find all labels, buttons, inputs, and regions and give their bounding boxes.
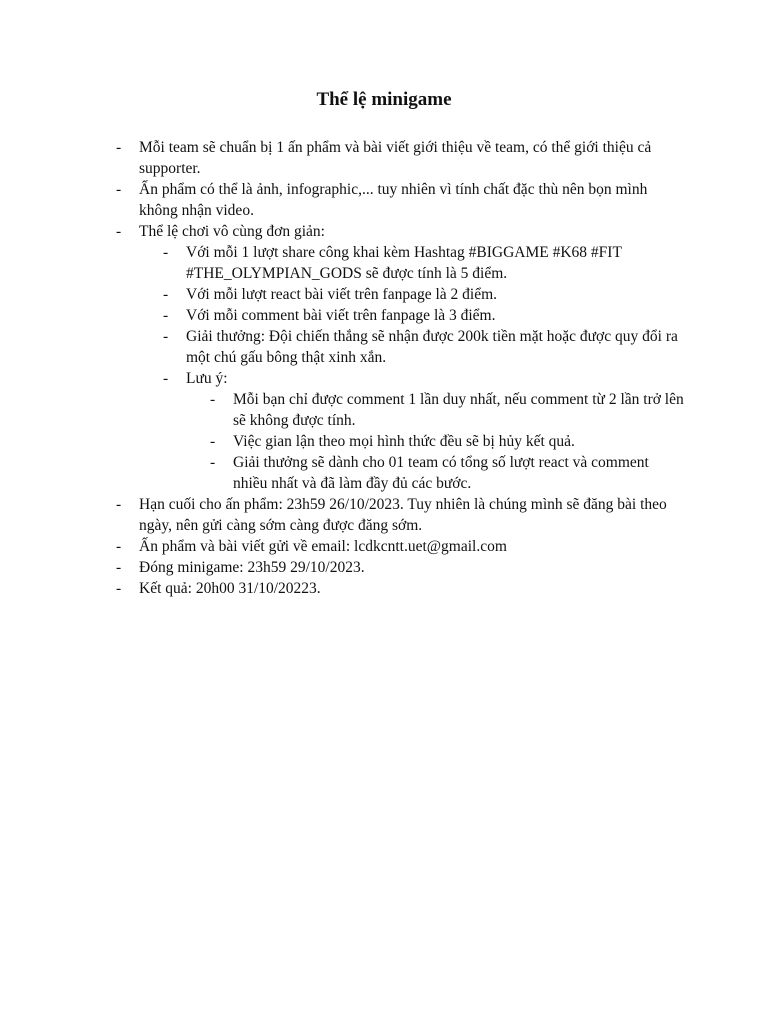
list-item-text: - Ấn phẩm có thể là ảnh, infographic,... tuy nhiên vì tính chất đặc thù nên bọn mình không nhận video. bbox=[139, 181, 648, 219]
list-item bbox=[114, 557, 684, 578]
sub-list-item-text: - Lưu ý: bbox=[186, 370, 228, 387]
sub-list-item-text: - Với mỗi comment bài viết trên fanpage là 3 điểm. bbox=[186, 307, 496, 324]
list-item-text: - Đóng minigame: 23h59 29/10/2023. bbox=[139, 559, 365, 576]
list-item bbox=[114, 179, 684, 221]
note-list-item-text: - Mỗi bạn chỉ được comment 1 lần duy nhất, nếu comment từ 2 lần trở lên sẽ không được tính. bbox=[233, 391, 684, 429]
sub-list-item bbox=[161, 284, 684, 305]
list-item bbox=[114, 221, 684, 494]
note-list-item bbox=[208, 431, 684, 452]
document-title: Thể lệ minigame bbox=[316, 89, 452, 110]
note-list-item bbox=[208, 389, 684, 431]
list-item-text: - Ấn phẩm và bài viết gửi về email: lcdkcntt.uet@gmail.com bbox=[139, 538, 507, 555]
rules-list bbox=[114, 137, 684, 599]
list-item-text: - Hạn cuối cho ấn phẩm: 23h59 26/10/2023. Tuy nhiên là chúng mình sẽ đăng bài theo ngày, nên gửi càng sớm càng được đăng sớm. bbox=[139, 496, 667, 534]
list-item bbox=[114, 494, 684, 536]
note-list-item-text: - Giải thưởng sẽ dành cho 01 team có tổng số lượt react và comment nhiều nhất và đã làm đầy đủ các bước. bbox=[233, 454, 649, 492]
list-item-text: - Kết quả: 20h00 31/10/20223. bbox=[139, 580, 321, 597]
sub-list-item-text: - Với mỗi lượt react bài viết trên fanpage là 2 điểm. bbox=[186, 286, 498, 303]
list-item bbox=[114, 578, 684, 599]
sub-list-item-text: - Giải thưởng: Đội chiến thắng sẽ nhận được 200k tiền mặt hoặc được quy đổi ra một chú gấu bông thật xinh xắn. bbox=[186, 328, 678, 366]
rules-content bbox=[114, 137, 684, 599]
list-item-text: - Thể lệ chơi vô cùng đơn giản: bbox=[139, 223, 325, 240]
sub-list-item bbox=[161, 326, 684, 368]
list-item bbox=[114, 536, 684, 557]
sub-list-item bbox=[161, 305, 684, 326]
list-item bbox=[114, 137, 684, 179]
sub-list bbox=[161, 242, 684, 494]
sub-list-item bbox=[161, 368, 684, 494]
note-list-item bbox=[208, 452, 684, 494]
list-item-text: - Mỗi team sẽ chuẩn bị 1 ấn phẩm và bài viết giới thiệu về team, có thể giới thiệu cả supporter. bbox=[139, 139, 652, 177]
note-list bbox=[208, 389, 684, 494]
sub-list-item bbox=[161, 242, 684, 284]
note-list-item-text: - Việc gian lận theo mọi hình thức đều sẽ bị hủy kết quả. bbox=[233, 433, 575, 450]
sub-list-item-text: - Với mỗi 1 lượt share công khai kèm Hashtag #BIGGAME #K68 #FIT #THE_OLYMPIAN_GODS sẽ được tính là 5 điểm. bbox=[186, 244, 622, 282]
